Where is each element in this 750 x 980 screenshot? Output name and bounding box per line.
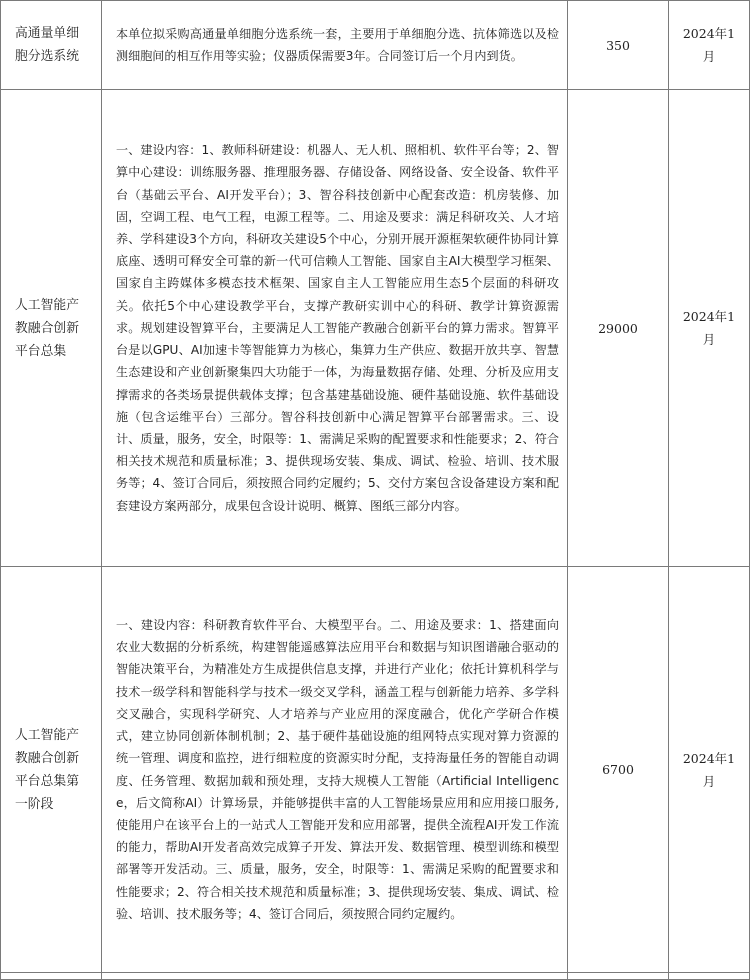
project-name-cell: 人工智能产教融合创新平台总集第一阶段 <box>1 567 102 973</box>
empty-cell <box>1 973 102 980</box>
empty-cell <box>568 973 669 980</box>
description-cell: 一、建设内容：科研教育软件平台、大模型平台。二、用途及要求：1、搭建面向农业大数据的分析系统，构建智能遥感算法应用平台和数据与知识图谱融合驱动的智能决策平台，为精准处方生成提供信息支撑，并进行产业化；依托计算机科学与技术一级学科和智能科学与技术一级交叉学科，涵盖工程与创新能力培养、多学科交叉融合，实现科学研究、人才培养与产业应用的深度融合，优化产学研合作模式，建立协同创新体制机制；2、基于硬件基础设施的组网特点实现对算力资源的统一管理、调度和监控，进行细粒度的资源实时分配，支持海量任务的智能自动调度、任务管理、数据加载和预处理，支持大规模人工智能（Artificial Intelligence，后文简称AI）计算场景，并能够提供丰富的人工智能场景应用和应用接口服务,使能用户在该平台上的一站式人工智能开发和应用部署，提供全流程AI开发工作流的能力，帮助AI开发者高效完成算子开发、算法开发、数据管理、模型训练和模型部署等开发活动。三、质量，服务，安全，时限等：1、需满足采购的配置要求和性能要求；2、符合相关技术规范和质量标准；3、提供现场安装、集成、调试、检验、培训、技术服务等；4、签订合同后，须按照合同约定履约。 <box>102 567 568 973</box>
empty-cell <box>102 973 568 980</box>
amount-cell: 350 <box>568 1 669 90</box>
date-cell: 2024年1月 <box>669 567 750 973</box>
table-row <box>1 1 750 90</box>
date-cell: 2024年1月 <box>669 1 750 90</box>
project-name-cell: 高通量单细胞分选系统 <box>1 1 102 90</box>
table-row-partial <box>1 973 750 980</box>
description-cell: 本单位拟采购高通量单细胞分选系统一套，主要用于单细胞分选、抗体筛选以及检测细胞间的相互作用等实验；仪器质保需要3年。合同签订后一个月内到货。 <box>102 1 568 90</box>
project-name-cell: 人工智能产教融合创新平台总集 <box>1 90 102 567</box>
description-cell: 一、建设内容：1、教师科研建设：机器人、无人机、照相机、软件平台等；2、智算中心建设：训练服务器、推理服务器、存储设备、网络设备、安全设备、软件平台（基础云平台、AI开发平台）；3、智谷科技创新中心配套改造：机房装修、加固，空调工程、电气工程，电源工程等。二、用途及要求：满足科研攻关、人才培养、学科建设3个方向，科研攻关建设5个中心，分别开展开源框架软硬件协同计算底座、透明可释安全可靠的新一代可信赖人工智能、国家自主AI大模型学习框架、国家自主跨媒体多模态技术框架、国家自主人工智能应用生态5个层面的科研攻关。依托5个中心建设教学平台，支撑产教研实训中心的科研、教学计算资源需求。规划建设智算平台，主要满足人工智能产教融合创新平台的算力需求。智算平台是以GPU、AI加速卡等智能算力为核心，集算力生产供应、数据开放共享、智慧生态建设和产业创新聚集四大功能于一体，为海量数据存储、处理、分析及应用支撑需求的各类场景提供载体支撑；包含基建基础设施、硬件基础设施、软件基础设施（包含运维平台）三部分。智谷科技创新中心满足智算平台部署需求。三、设计、质量，服务，安全，时限等：1、需满足采购的配置要求和性能要求；2、符合相关技术规范和质量标准；3、提供现场安装、集成、调试、检验、培训、技术服务等；4、签订合同后，须按照合同约定履约；5、交付方案包含设备建设方案和配套建设方案两部分，成果包含设计说明、概算、图纸三部分内容。 <box>102 90 568 567</box>
table-row <box>1 567 750 973</box>
table-row <box>1 90 750 567</box>
date-cell: 2024年1月 <box>669 90 750 567</box>
empty-cell <box>669 973 750 980</box>
amount-cell: 6700 <box>568 567 669 973</box>
amount-cell: 29000 <box>568 90 669 567</box>
